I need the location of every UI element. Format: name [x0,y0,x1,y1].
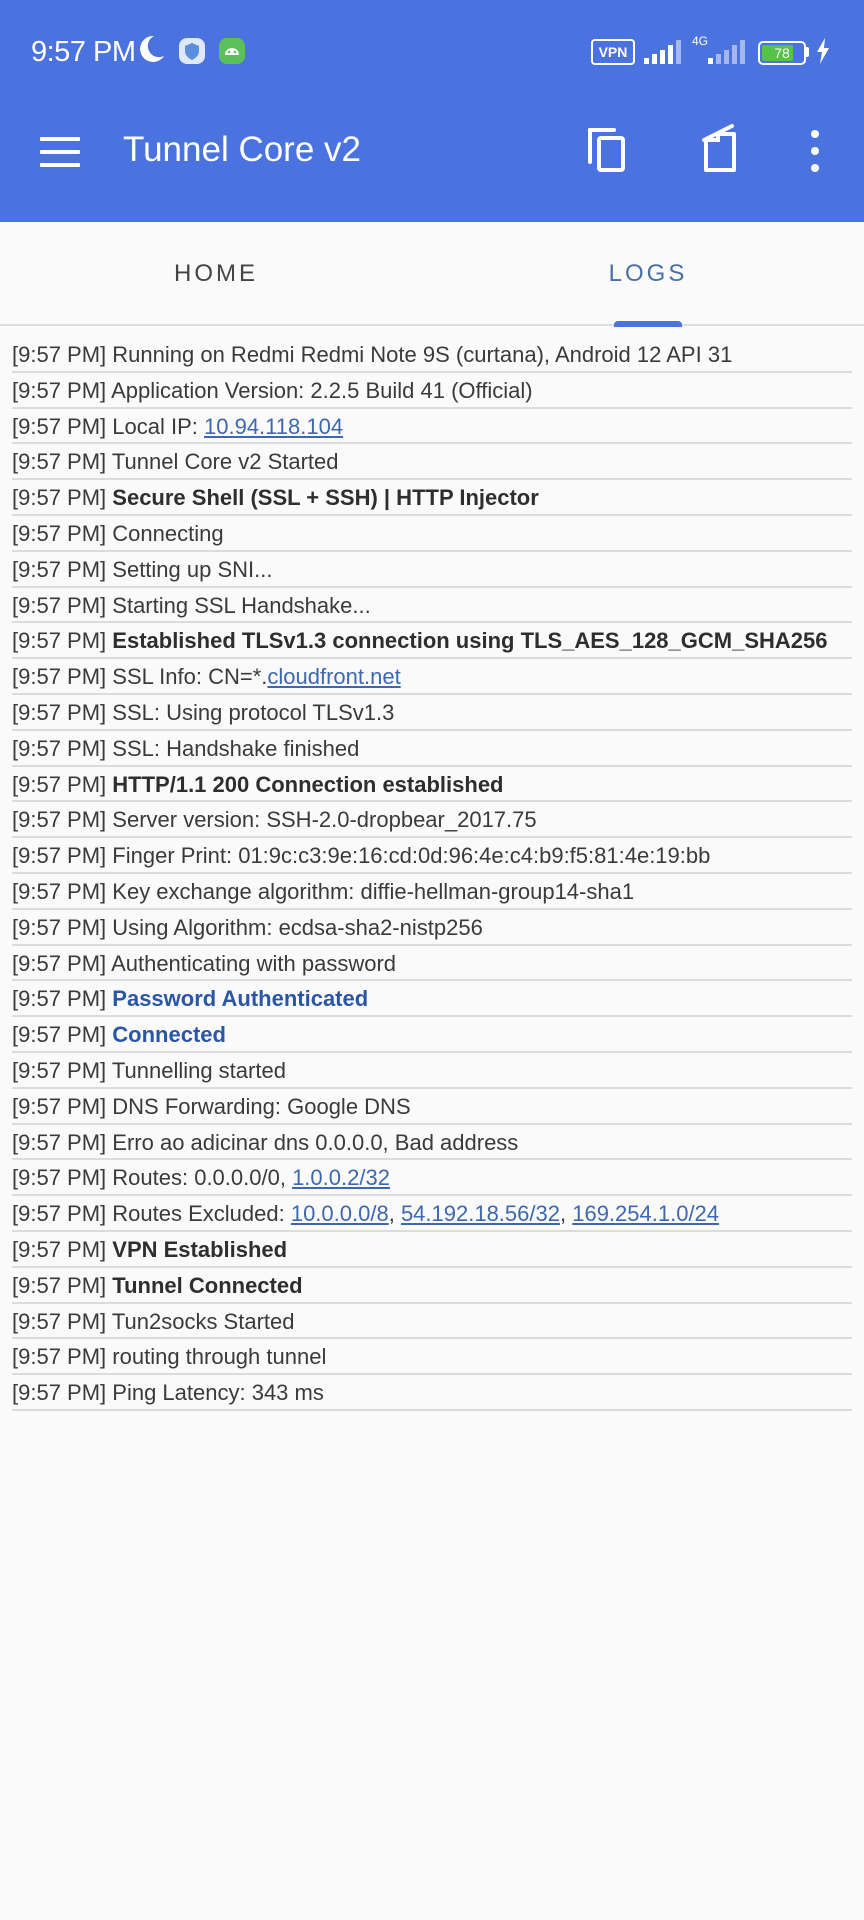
signal-strength-icon [644,38,684,69]
log-message: SSL: Using protocol TLSv1.3 [112,699,395,725]
log-timestamp: [9:57 PM] [12,592,107,618]
network-type-label: 4G [692,34,709,48]
log-entry [12,731,852,767]
log-entry [12,695,852,731]
log-timestamp: [9:57 PM] [12,1165,107,1191]
log-message-bold: HTTP/1.1 200 Connection established [112,771,504,797]
log-message: Erro ao adicinar dns 0.0.0.0, Bad address [112,1129,519,1155]
log-timestamp: [9:57 PM] [12,878,107,904]
log-message: Starting SSL Handshake... [112,592,371,618]
log-timestamp: [9:57 PM] [12,1057,107,1083]
log-entry [12,1304,852,1340]
hamburger-menu-button[interactable] [38,132,84,172]
log-entry [12,480,852,516]
log-entry [12,444,852,480]
log-message-bold: Established TLSv1.3 connection using TLS_AES_128_GCM_SHA256 [112,628,828,654]
active-tab-indicator [614,321,682,327]
log-entry [12,623,852,659]
log-timestamp: [9:57 PM] [12,485,107,511]
log-message: Tun2socks Started [111,1308,295,1334]
log-message-bold: Tunnel Connected [112,1272,303,1298]
app-header [0,0,864,222]
log-link[interactable]: 1.0.0.2/32 [292,1165,390,1191]
log-entry [12,1017,852,1053]
log-timestamp: [9:57 PM] [12,449,107,475]
log-entry [12,409,852,445]
shield-app-icon [178,37,206,70]
log-message: , [559,1201,573,1227]
tab-bar [0,222,864,326]
log-timestamp: [9:57 PM] [12,1129,107,1155]
log-message: Local IP: [112,413,204,439]
log-link[interactable]: 54.192.18.56/32 [400,1201,560,1227]
log-message: SSL: Handshake finished [112,735,360,761]
log-timestamp: [9:57 PM] [12,556,107,582]
copy-logs-button[interactable] [580,122,640,182]
clear-logs-button[interactable] [692,122,752,182]
battery-cap [806,47,809,57]
log-timestamp: [9:57 PM] [12,628,107,654]
log-timestamp: [9:57 PM] [12,986,107,1012]
log-entry [12,516,852,552]
log-timestamp: [9:57 PM] [12,1201,107,1227]
status-bar [0,0,864,100]
log-timestamp: [9:57 PM] [12,664,107,690]
log-timestamp: [9:57 PM] [12,1380,107,1406]
battery-icon [758,41,806,65]
log-entry [12,946,852,982]
app-title: Tunnel Core v2 [123,130,361,169]
log-message: Routes Excluded: [112,1201,291,1227]
log-timestamp: [9:57 PM] [12,807,107,833]
log-entry [12,1268,852,1304]
battery-level-text: 78 [774,45,790,61]
log-timestamp: [9:57 PM] [12,843,107,869]
log-timestamp: [9:57 PM] [12,699,107,725]
log-message: Tunnel Core v2 Started [111,449,339,475]
log-timestamp: [9:57 PM] [12,1344,107,1370]
log-message: Server version: SSH-2.0-dropbear_2017.75 [112,807,537,833]
hamburger-icon [38,132,84,172]
log-message: Connecting [112,520,224,546]
log-message: Application Version: 2.2.5 Build 41 (Official) [111,377,533,403]
log-message: Running on Redmi Redmi Note 9S (curtana), Android 12 API 31 [112,342,733,367]
log-message: SSL Info: CN=*. [112,664,268,690]
log-message: Authenticating with password [111,950,396,976]
log-link[interactable]: cloudfront.net [267,664,401,690]
copy-icon [580,122,640,182]
log-message: DNS Forwarding: Google DNS [112,1093,411,1119]
log-message: Ping Latency: 343 ms [112,1380,324,1406]
log-message: Key exchange algorithm: diffie-hellman-group14-sha1 [112,878,635,904]
log-message: , [388,1201,401,1227]
log-entry [12,373,852,409]
log-message: Setting up SNI... [112,556,273,582]
log-message-bold: Secure Shell (SSL + SSH) | HTTP Injector [112,485,539,511]
log-timestamp: [9:57 PM] [12,413,107,439]
log-message-bold: VPN Established [112,1236,288,1262]
log-entry [12,552,852,588]
log-timestamp: [9:57 PM] [12,735,107,761]
log-entry [12,1339,852,1375]
log-timestamp: [9:57 PM] [12,914,107,940]
more-vertical-icon [785,122,845,182]
log-timestamp: [9:57 PM] [12,950,107,976]
android-app-icon [218,37,246,70]
log-entry [12,337,852,373]
log-timestamp: [9:57 PM] [12,771,107,797]
log-entry [12,874,852,910]
log-message: Routes: 0.0.0.0/0, [112,1165,293,1191]
log-timestamp: [9:57 PM] [12,520,107,546]
moon-icon [138,34,166,69]
log-list[interactable] [12,337,852,1411]
log-entry [12,1089,852,1125]
tab-logs[interactable]: LOGS [608,260,688,287]
log-link[interactable]: 10.0.0.0/8 [290,1201,389,1227]
log-message-highlight: Connected [112,1022,226,1048]
log-entry [12,838,852,874]
tab-home[interactable]: HOME [174,260,258,287]
log-timestamp: [9:57 PM] [12,1272,107,1298]
log-message-highlight: Password Authenticated [112,986,369,1012]
log-timestamp: [9:57 PM] [12,342,107,367]
log-link[interactable]: 169.254.1.0/24 [572,1201,720,1227]
log-entry [12,1196,852,1232]
log-entry [12,981,852,1017]
log-timestamp: [9:57 PM] [12,377,107,403]
status-time: 9:57 PM [31,36,136,68]
log-message: routing through tunnel [112,1344,327,1370]
vpn-status-icon: VPN [591,39,635,65]
log-entry [12,1053,852,1089]
signal-strength-2-icon [708,38,748,69]
log-entry [12,910,852,946]
log-timestamp: [9:57 PM] [12,1308,107,1334]
log-timestamp: [9:57 PM] [12,1236,107,1262]
log-message: Using Algorithm: ecdsa-sha2-nistp256 [112,914,483,940]
log-entry [12,1375,852,1411]
log-entry [12,659,852,695]
log-link[interactable]: 10.94.118.104 [204,413,344,439]
log-entry [12,1232,852,1268]
log-timestamp: [9:57 PM] [12,1022,107,1048]
charging-icon [816,38,830,69]
app-toolbar [0,100,864,222]
log-timestamp: [9:57 PM] [12,1093,107,1119]
log-entry [12,588,852,624]
log-message: Tunnelling started [111,1057,286,1083]
log-entry [12,1160,852,1196]
log-entry [12,1125,852,1161]
log-entry [12,767,852,803]
log-entry [12,802,852,838]
log-message: Finger Print: 01:9c:c3:9e:16:cd:0d:96:4e:c4:b9:f5:81:4e:19:bb [112,843,711,869]
overflow-menu-button[interactable] [785,122,845,182]
clear-document-icon [692,122,752,182]
